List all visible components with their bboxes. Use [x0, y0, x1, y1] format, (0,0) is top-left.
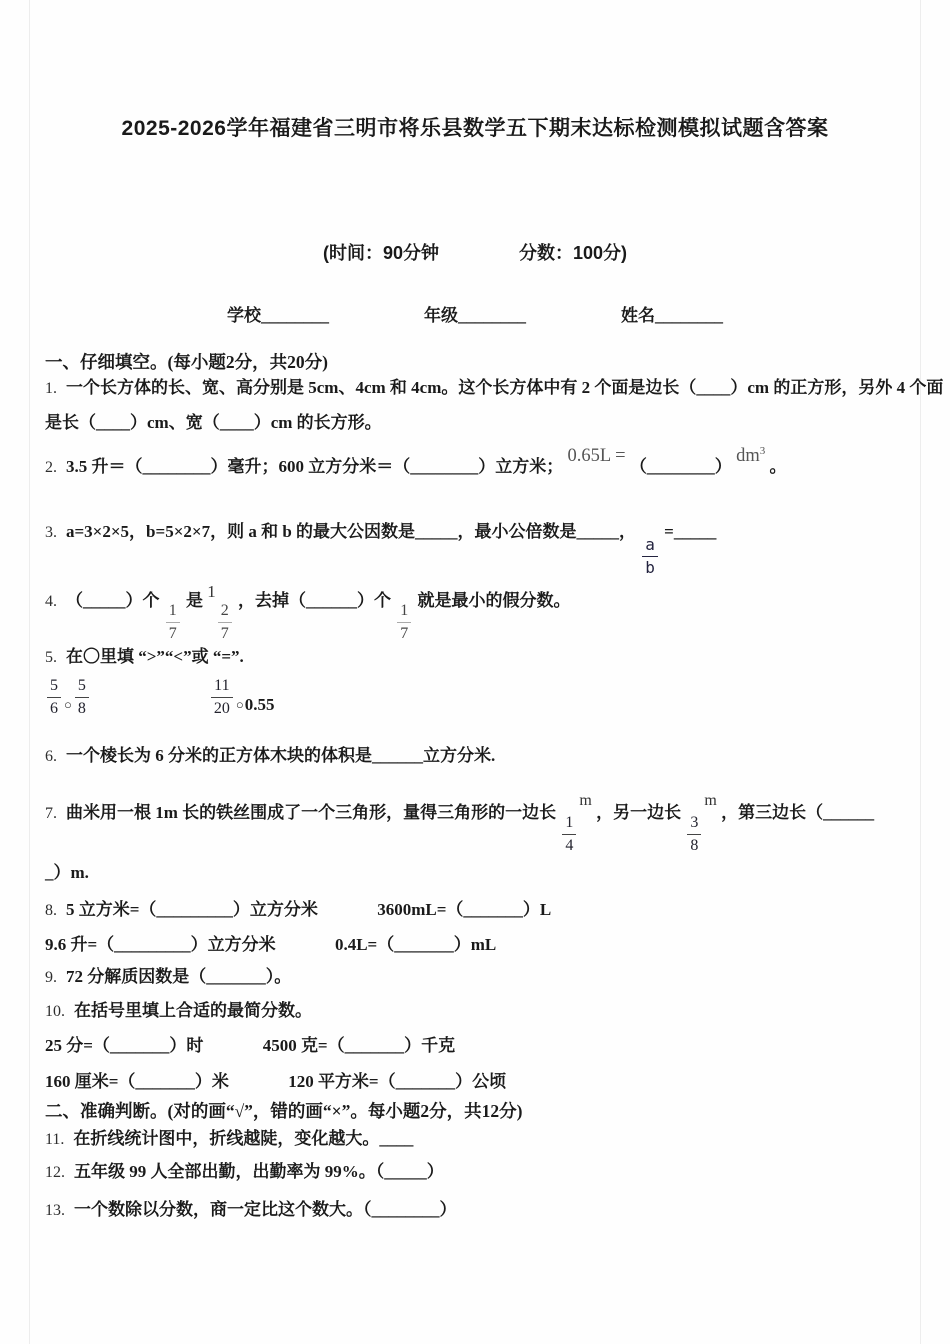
question-10: [45, 1000, 312, 1023]
fraction-11-20: $\frac{11}{20}$: [211, 678, 233, 717]
question-4-text3: ，去掉（______）个: [238, 591, 391, 610]
question-12-number: 12.: [45, 1164, 65, 1181]
question-3: [45, 521, 716, 576]
question-8-number: 8.: [45, 902, 57, 919]
question-6: [45, 745, 495, 768]
question-5-number: 5.: [45, 649, 57, 666]
section1-header: 一、仔细填空。(每小题2分，共20分): [45, 352, 328, 372]
question-7: [45, 792, 875, 854]
question-3-number: 3.: [45, 524, 57, 541]
page-title: 2025-2026学年福建省三明市将乐县数学五下期末达标检测模拟试题含答案: [121, 117, 829, 140]
comparison-circle-2: ○: [235, 697, 244, 713]
question-7-number: 7.: [45, 805, 57, 822]
exam-score: 分数：100分): [518, 243, 628, 263]
name-field: 姓名________: [621, 306, 723, 325]
question-2-065L: 0.65L =: [567, 446, 626, 467]
question-3-text: a=3×2×5，b=5×2×7，则 a 和 b 的最大公因数是_____，最小公倍数是_____，: [66, 522, 637, 541]
question-2-period: 。: [769, 457, 787, 477]
fraction-3-8: $\frac{3}{8}$: [687, 815, 701, 854]
question-3-blank: =_____: [664, 522, 717, 541]
question-8-line2: [45, 934, 496, 957]
mixed-number-whole: 1: [207, 582, 216, 601]
question-7-text1: 曲米用一根 1m 长的铁丝围成了一个三角形，量得三角形的一边长: [66, 803, 557, 822]
question-5-text: 在〇里填 “>”“<”或 “=”.: [66, 647, 244, 666]
question-13-text: 一个数除以分数，商一定比这个数大。（________）: [74, 1200, 457, 1219]
exam-meta: [0, 239, 950, 265]
question-1-line1: [45, 377, 943, 400]
question-4-text1: （_____）个: [66, 591, 160, 610]
page-edge-left: [29, 0, 30, 1344]
question-10-conv2: 4500 克=（_______）千克: [262, 1036, 456, 1055]
question-1-text: 一个长方体的长、宽、高分别是 5cm、4cm 和 4cm。这个长方体中有 2 个面是边长（____）cm 的正方形，另外 4 个面: [66, 378, 944, 397]
question-4-text4: 就是最小的假分数。: [417, 591, 571, 610]
question-2-dm3: $dm^3$: [736, 445, 766, 467]
question-7-text3: ，第三边长（______: [721, 803, 875, 822]
fraction-1-7: $\frac{1}{7}$: [166, 603, 180, 642]
question-12: [45, 1161, 444, 1184]
question-7-text2: ，另一边长: [596, 803, 682, 822]
question-2: [45, 445, 787, 480]
fraction-2-7: $\frac{2}{7}$: [218, 603, 232, 642]
question-2-text: 3.5 升＝（________）毫升；600 立方分米＝（________）立方米；: [66, 457, 564, 477]
question-6-text: 一个棱长为 6 分米的正方体木块的体积是______立方分米.: [66, 746, 496, 765]
question-11-number: 11.: [45, 1131, 65, 1148]
section2-header: 二、准确判断。(对的画“√”，错的画“×”。每小题2分，共12分): [45, 1101, 523, 1121]
question-8-line1: [45, 899, 551, 922]
question-8-conv1: 5 立方米=（_________）立方分米: [66, 900, 318, 919]
question-10-line1: [45, 1035, 455, 1058]
question-7-cont-text: _）m.: [45, 863, 89, 882]
question-13-number: 13.: [45, 1202, 65, 1219]
question-10-number: 10.: [45, 1003, 65, 1020]
comparison-circle-1: ○: [64, 697, 72, 713]
question-9-text: 72 分解质因数是（_______）。: [66, 967, 292, 986]
exam-time: (时间：90分钟: [322, 243, 439, 263]
student-fields: [0, 301, 950, 326]
question-9-number: 9.: [45, 969, 57, 986]
question-2-number: 2.: [45, 459, 57, 477]
question-13: [45, 1199, 457, 1222]
question-4-text2: 是: [186, 591, 203, 610]
question-9: [45, 966, 291, 989]
question-10-conv1: 25 分=（_______）时: [45, 1036, 204, 1055]
question-10-line2: [45, 1071, 506, 1094]
question-5-comparisons: [45, 678, 274, 717]
question-8-conv4: 0.4L=（_______）mL: [334, 935, 497, 954]
question-1-number: 1.: [45, 380, 57, 397]
question-8-conv2: 3600mL=（_______）L: [377, 900, 552, 919]
question-11: [45, 1128, 413, 1151]
school-field: 学校________: [227, 306, 329, 325]
page-edge-right: [920, 0, 921, 1344]
fraction-5-8: $\frac{5}{8}$: [75, 678, 89, 717]
fraction-5-6: $\frac{5}{6}$: [47, 678, 61, 717]
fraction-1-4: $\frac{1}{4}$: [562, 815, 576, 854]
question-5: [45, 646, 244, 669]
question-1-line2: [45, 412, 382, 435]
question-2-blank: （________）: [629, 457, 732, 477]
unit-m-2: m: [704, 792, 717, 809]
question-10-conv3: 160 厘米=（_______）米: [45, 1072, 229, 1091]
comparison-decimal: 0.55: [244, 695, 275, 715]
question-8-conv3: 9.6 升=（_________）立方分米: [45, 935, 276, 954]
question-1-text-cont: 是长（____）cm、宽（____）cm 的长方形。: [45, 413, 382, 432]
grade-field: 年级________: [424, 306, 526, 325]
question-6-number: 6.: [45, 748, 57, 765]
question-11-text: 在折线统计图中，折线越陡，变化越大。____: [73, 1129, 414, 1148]
fraction-1-7-b: $\frac{1}{7}$: [397, 603, 411, 642]
question-7-continuation: [45, 862, 89, 885]
unit-m-1: m: [579, 792, 592, 809]
question-4-number: 4.: [45, 593, 57, 610]
question-10-conv4: 120 平方米=（_______）公顷: [288, 1072, 507, 1091]
question-12-text: 五年级 99 人全部出勤，出勤率为 99%。（_____）: [74, 1162, 444, 1181]
question-10-text: 在括号里填上合适的最简分数。: [74, 1001, 312, 1020]
question-4: [45, 582, 571, 642]
fraction-a-over-b: $\frac{a}{b}$: [642, 537, 658, 576]
